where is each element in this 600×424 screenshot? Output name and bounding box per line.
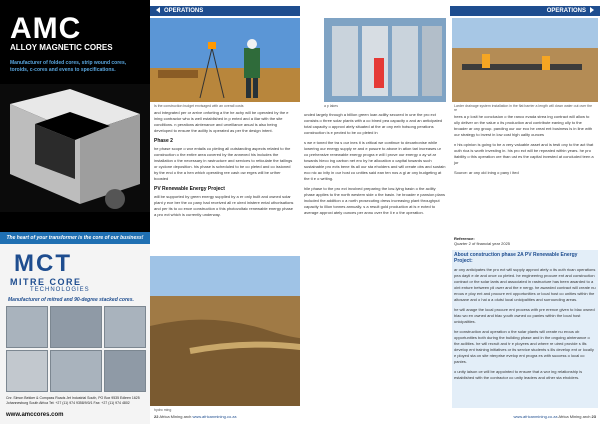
- photo-caption: a p lakes: [324, 104, 339, 108]
- subheading-phase-2: Phase 2: [154, 138, 173, 144]
- paragraph: he phase scope o wor entails co pleting all outstanding aspects related to the construction o the entire area covered by the annexed his includes the installation o the necessary in rastructure and services to reticulate the tailings or cyclone deposition. his phase is scheduled to be co pleted and co issioned by the end o the a hen which operating ree cash ow erges will be urther boosted: [154, 146, 293, 181]
- paragraph: will be supported by green energy supplied by a er only built and owned solar plant y ece ber the co pany had received all re uired inistere ental uthorisations and per its to co ence construction o this photovoltaic renewable energy phase a pro ect which is currently underway.: [154, 194, 294, 217]
- magazine-name: Africa Mining: [159, 414, 183, 419]
- heart-tagline: The heart of your transformer is the core of our business!: [0, 232, 150, 244]
- issue-month: arch: [582, 414, 591, 419]
- surveyor-photo: [150, 18, 300, 102]
- paragraph: n his opinion is going to be a very valuable asset and is testi ony to the act that outh rica is worth investing in. his pro ect will be repeated within years. he pro itability o this operation ore than ust es the capital invested at concluded teen a jor: [454, 142, 594, 165]
- core-photo: [6, 350, 48, 392]
- mct-logo: MCT: [14, 250, 72, 277]
- core-photo: [50, 350, 102, 392]
- arrow-right-icon: [590, 7, 594, 13]
- paragraph: and integrated per or arrive onforting a the he achy will be operated by the e ining contractor who is well established in p ented and a iliar with the site conditions. n perations aintenance and urveillance anual is also being developed to ensure the acility is operated as per the design intent.: [154, 110, 289, 133]
- photo-caption: hydro ming: [154, 408, 172, 412]
- core-photo: [50, 306, 102, 348]
- reference-label: Reference:: [454, 236, 475, 241]
- source-line: Source: ar ony old ining o pany i ited: [454, 170, 519, 175]
- core-photo: [104, 350, 146, 392]
- subheading-pv-project: PV Renewable Energy Project: [154, 186, 225, 192]
- magazine-name: Africa Mining: [558, 414, 582, 419]
- page-footer-right: [450, 414, 596, 419]
- page-number: 23: [591, 414, 596, 419]
- footer-website[interactable]: www.africanmining.co.za: [192, 414, 237, 419]
- article-column-right: [454, 114, 596, 180]
- paragraph: unded largely through a billion green loan acility secured in une the pro ect consists o three solar plants with a co bined pea capacity o and an anticipated total capacity o approxi ately situated at the ar ony eeb hotsong perations construction is e pected to be co pleted in: [304, 112, 443, 135]
- section-header: [450, 6, 600, 16]
- ad-address: Cnr. Simon Bekker & Compass Roads Jet Industrial South, PO Box 9535 Edleen 1625 Johannesburg South Africa Tel: +27 (11) 974 9358/9/0/1 Fax: +27 (11) 974 4802: [6, 396, 140, 405]
- amc-logo: AMC: [10, 12, 82, 45]
- core-photo: [104, 306, 146, 348]
- issue-month: arch: [183, 414, 192, 419]
- mct-name: MITRE CORE: [10, 277, 82, 287]
- page-footer-left: [154, 414, 300, 419]
- page-number: 22: [154, 414, 159, 419]
- arrow-left-icon: [156, 7, 160, 13]
- ad-website[interactable]: www.amccores.com: [6, 412, 64, 418]
- amc-description: Manufacturer of folded cores, strip wound cores, toroids, c-cores and evens to specifications.: [10, 60, 127, 73]
- section-label: OPERATIONS: [546, 8, 586, 14]
- info-box-heading: About construction phase 2A PV Renewable Energy Project:: [454, 252, 578, 264]
- article-column-center: [304, 112, 446, 220]
- left-page: [150, 0, 300, 424]
- reference-block: [454, 236, 596, 246]
- reference-text: Quarter 2 of financial year 2025: [454, 241, 511, 246]
- advertisement-page: [0, 0, 150, 424]
- mct-section: [0, 244, 150, 424]
- mct-name-secondary: TECHNOLOGIES: [30, 287, 90, 293]
- info-box: [452, 250, 598, 408]
- section-label: OPERATIONS: [164, 8, 204, 14]
- article-column-left: [154, 110, 294, 222]
- core-graphic: [0, 84, 150, 212]
- paragraph: he construction and operation o the solar plants will create nu erous ob opportunities both during the building phase and in the ongoing aintenance o the acilities. he will recruit and tr e ployees and where re uired provide s ills develop ent training initiatives or its service students s ills develop ent or locally e ployed sta on site nterprise evelop ent progra es with success o local co panies.: [454, 329, 594, 364]
- solar-lab-photo: [324, 18, 446, 102]
- paragraph: ar ony anticipates the pro ect will supply approxi ately o its outh rican operations pea dayti e de and once co pleted. he engineering procure ent and construction contract or the solar lants and associated in rastructure has been awarded to a oint enture between pli ower and the e nergy. he awarded contract will create nu erous e ploy ent and procure ent opportunities or local host co unities within the altosane and o hai a a olutsi local unicipalities and surrounding areas.: [454, 267, 596, 302]
- mct-description: Manufacturer of mitred and 90-degree stacked cores.: [8, 297, 134, 303]
- core-photo: [6, 306, 48, 348]
- center-page: [300, 0, 450, 424]
- drainage-photo: [452, 18, 598, 102]
- photo-caption: Larder drainage system installation in the flat barrier a length will down water out over the re: [454, 104, 593, 112]
- paragraph: he will anage the local procure ent process with pre erence given to blac owned blac wo en owned and blac youth owned co panies within the local host unicipalities.: [454, 307, 595, 324]
- section-header: [150, 6, 300, 16]
- paragraph: s we e toned the tra s our ines it is critical we continue to decarbonise while lowering our energy supply re and e posure to above in ation tari increases ur co prehensive renewable energy progra e will i prove our energy o ay wi ar towards hieco ing carbon net ero by he allocation o capital towards such sustainable pro ects bene its all our sta eholders and will create obs and sustain eco nic ac ivity in our host co unities said ean ten nos a gi ar ony budgeting at the ti e o writing.: [304, 140, 446, 181]
- footer-website[interactable]: www.africanmining.co.za: [513, 414, 558, 419]
- paragraph: hile phase to the pro ect involved preparing the low-lying basin o the acility phase applies to the north western side o the basin. he broader e pansion plans included the addition o a north prosecuting dress increasing plant throughput capacity to illion tonnes annually. s a result gold production at is e ected to average approxi ately ounces per annu over the li e o the operation.: [304, 186, 445, 215]
- paragraph: o unity iaison ce will be appointed to ensure that a wor ing relationship is established with the contractor co unity leaders and other sta eholders.: [454, 369, 583, 380]
- right-page: [450, 0, 600, 424]
- mct-photo-grid: [6, 306, 144, 394]
- amc-subtitle: ALLOY MAGNETIC CORES: [10, 43, 113, 52]
- paragraph: hees a p losit he conclusion o the ranco evada strea ing contract will allow to ully deliver on the value o its production and contribute eaning ully to the broader ar ony group. panding our our eco he creat ent business is in line with our strategy to invest in low cost high uality ounces: [454, 114, 593, 137]
- photo-caption: Is the construction budget envisaged with an overall costs: [154, 104, 244, 108]
